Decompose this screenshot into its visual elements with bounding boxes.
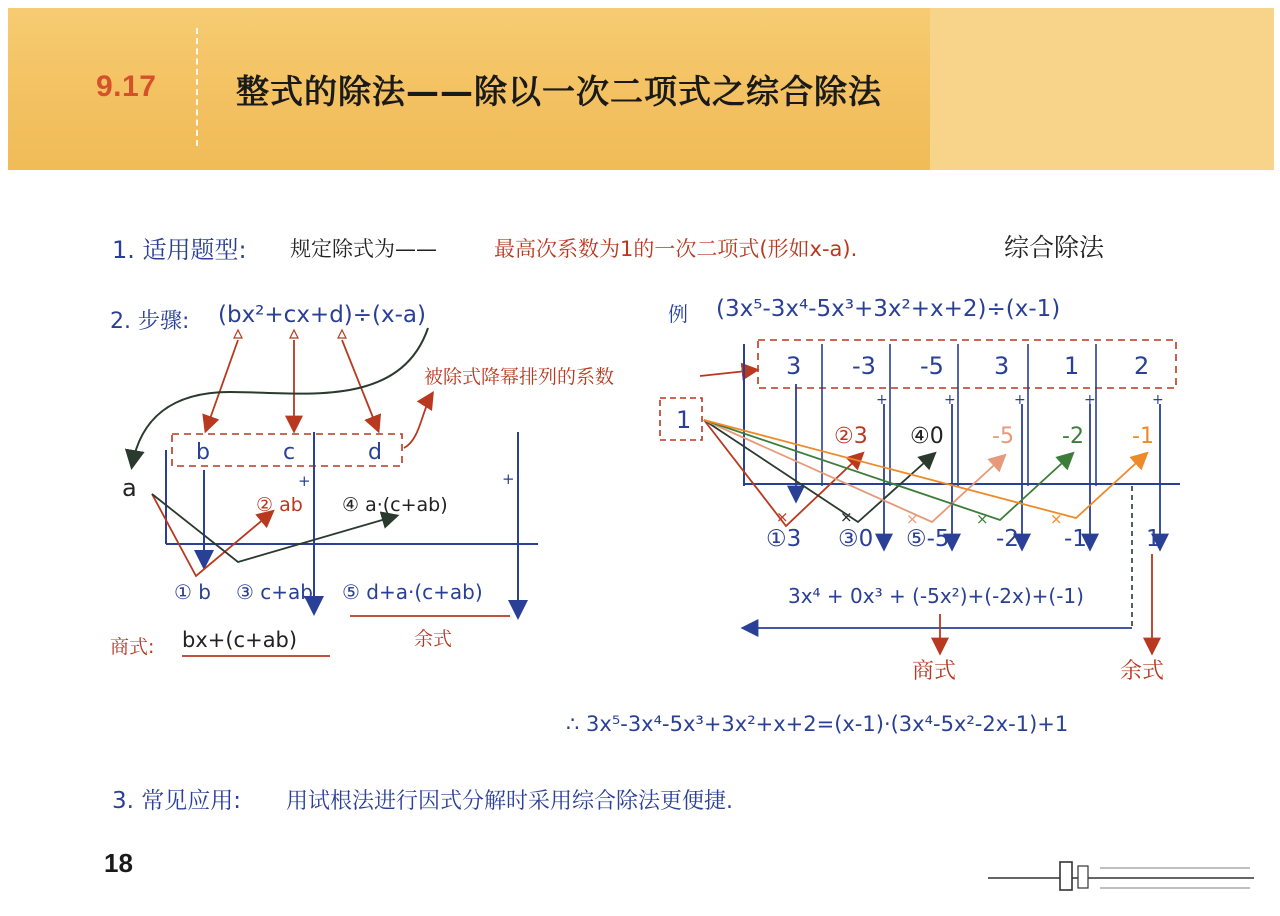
example-plus-3: +: [1014, 392, 1026, 408]
times-mark-1: ×: [776, 508, 789, 526]
step3-c-ab: ③ c+ab: [236, 580, 313, 604]
example-remainder-label: 余式: [1120, 659, 1165, 684]
example-coef-2: -3: [852, 352, 876, 380]
example-plus-4: +: [1084, 392, 1096, 408]
left-quotient-label: 商式:: [110, 636, 155, 658]
times-mark-2: ×: [840, 508, 853, 526]
example-coef-5: 1: [1064, 352, 1080, 380]
example-product-1: ②3: [834, 424, 868, 449]
left-root-a: a: [122, 474, 137, 502]
step5-result: ⑤ d+a·(c+ab): [342, 580, 483, 604]
example-product-4: -2: [1062, 424, 1084, 449]
page-number: 18: [104, 848, 133, 878]
example-scheme: [660, 340, 1180, 652]
example-result-4: -2: [996, 526, 1019, 552]
example-plus-1: +: [876, 392, 888, 408]
example-coef-1: 3: [786, 352, 802, 380]
point3-label: 3. 常见应用:: [112, 788, 242, 814]
example-expression: (3x⁵-3x⁴-5x³+3x²+x+2)÷(x-1): [716, 296, 1061, 322]
point2-expression: (bx²+cx+d)÷(x-a): [218, 302, 426, 328]
section-number: 9.17: [96, 70, 157, 103]
step4-a-c-ab: ④ a·(c+ab): [342, 494, 448, 516]
coef-b: b: [196, 440, 210, 465]
example-plus-2: +: [944, 392, 956, 408]
example-result-3: ⑤-5: [906, 526, 950, 552]
example-product-2: ④0: [910, 424, 944, 449]
step2-ab: ② ab: [256, 494, 303, 516]
example-quotient-label: 商式: [912, 659, 957, 684]
plus-sign-left-2: +: [502, 470, 515, 488]
point3-text: 用试根法进行因式分解时采用综合除法更便捷.: [286, 789, 733, 814]
coef-d: d: [368, 440, 382, 465]
example-coef-6: 2: [1134, 352, 1150, 380]
times-mark-5: ×: [1050, 510, 1063, 528]
example-root: 1: [676, 406, 692, 434]
left-scheme: [132, 328, 538, 656]
example-result-2: ③0: [838, 526, 874, 552]
coef-c: c: [283, 440, 296, 465]
step1-b: ① b: [174, 580, 211, 604]
times-mark-3: ×: [906, 510, 919, 528]
left-quotient: bx+(c+ab): [182, 628, 298, 652]
example-label: 例: [668, 302, 688, 326]
example-conclusion: ∴ 3x⁵-3x⁴-5x³+3x²+x+2=(x-1)·(3x⁴-5x²-2x-1)+1: [566, 712, 1069, 736]
example-result-5: -1: [1064, 526, 1087, 552]
example-product-5: -1: [1132, 424, 1154, 449]
point2-label: 2. 步骤:: [110, 309, 190, 334]
example-result-1: ①3: [766, 526, 802, 552]
section-title: 整式的除法——除以一次二项式之综合除法: [236, 72, 882, 111]
example-coef-3: -5: [920, 352, 944, 380]
times-mark-4: ×: [976, 510, 989, 528]
plus-sign-left-1: +: [298, 472, 311, 490]
example-coef-4: 3: [994, 352, 1010, 380]
point1-text-c: 综合除法: [1004, 233, 1105, 262]
example-quotient-poly: 3x⁴ + 0x³ + (-5x²)+(-2x)+(-1): [788, 584, 1084, 608]
example-remainder-value: 1: [1146, 526, 1161, 552]
point1-text-a: 规定除式为——: [290, 237, 437, 261]
left-remainder-label: 余式: [414, 628, 453, 650]
coefficients-annotation: 被除式降幂排列的系数: [424, 366, 615, 388]
example-product-3: -5: [992, 424, 1014, 449]
footer-ornament-icon: [988, 862, 1254, 890]
point1-text-b: 最高次系数为1的一次二项式(形如x-a).: [494, 237, 858, 261]
example-plus-5: +: [1152, 392, 1164, 408]
point1-label: 1. 适用题型:: [112, 236, 247, 264]
